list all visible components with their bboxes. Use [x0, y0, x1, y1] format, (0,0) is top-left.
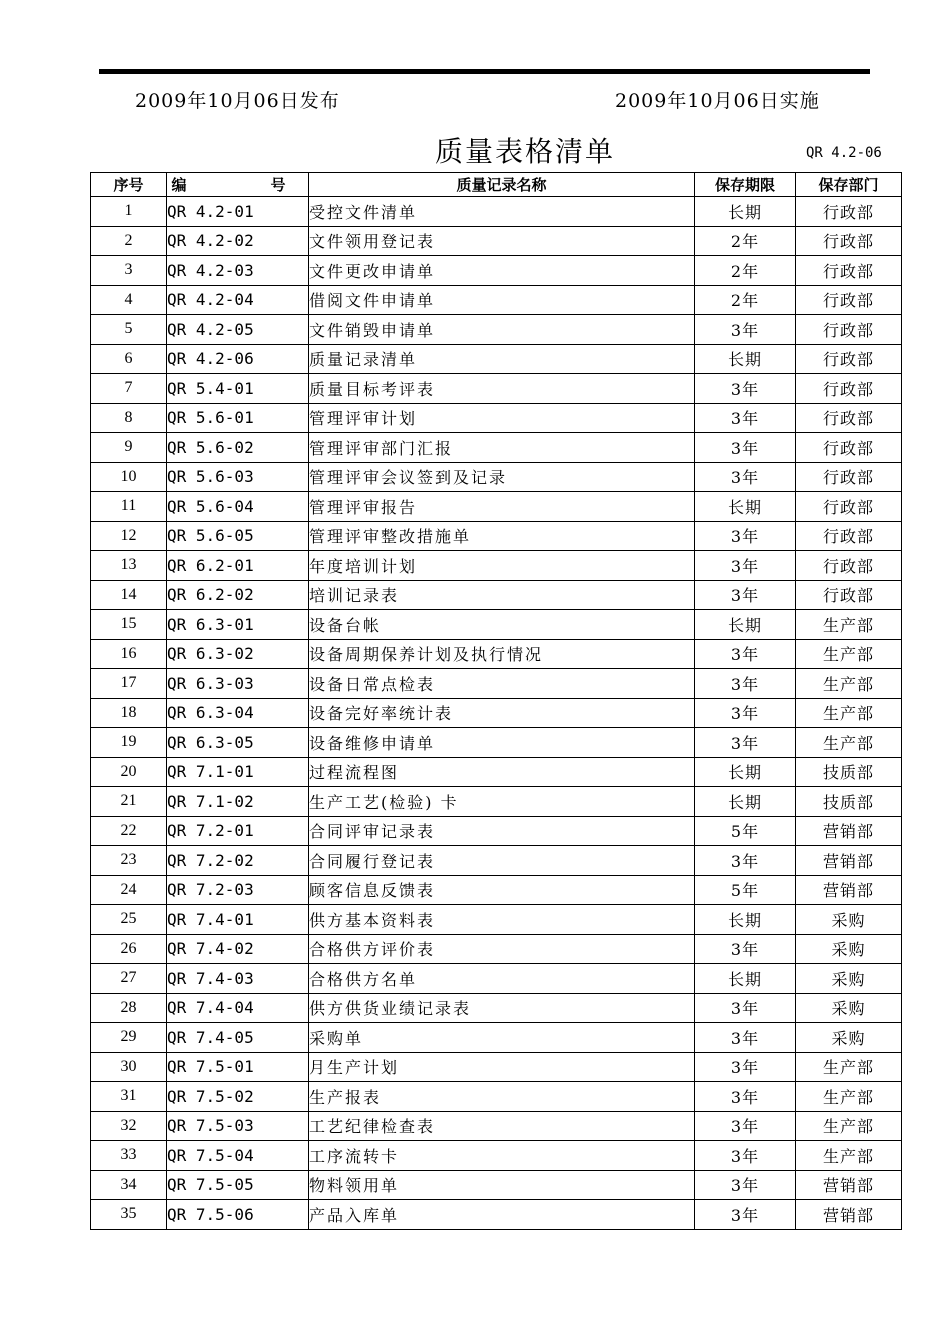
cell-retention-period: 3年 [695, 1141, 796, 1171]
cell-serial: 22 [91, 816, 167, 846]
cell-department: 采购 [796, 964, 902, 994]
release-date: 2009年10月06日发布 [135, 90, 340, 112]
cell-record-name: 合同评审记录表 [309, 816, 695, 846]
cell-code: QR 7.5-01 [167, 1052, 309, 1082]
cell-serial: 25 [91, 905, 167, 935]
table-row [91, 256, 902, 286]
cell-serial: 27 [91, 964, 167, 994]
cell-record-name: 管理评审计划 [309, 403, 695, 433]
cell-record-name: 设备日常点检表 [309, 669, 695, 699]
table-row [91, 315, 902, 345]
cell-retention-period: 长期 [695, 905, 796, 935]
cell-retention-period: 3年 [695, 580, 796, 610]
cell-retention-period: 3年 [695, 639, 796, 669]
cell-code: QR 7.5-02 [167, 1082, 309, 1112]
cell-serial: 18 [91, 698, 167, 728]
cell-code: QR 6.3-03 [167, 669, 309, 699]
cell-serial: 33 [91, 1141, 167, 1171]
cell-code: QR 7.2-03 [167, 875, 309, 905]
cell-serial: 12 [91, 521, 167, 551]
cell-serial: 13 [91, 551, 167, 581]
table-row [91, 993, 902, 1023]
table-body [91, 197, 902, 1230]
cell-department: 采购 [796, 993, 902, 1023]
cell-retention-period: 3年 [695, 403, 796, 433]
cell-retention-period: 3年 [695, 669, 796, 699]
cell-code: QR 4.2-01 [167, 197, 309, 227]
cell-code: QR 7.5-03 [167, 1111, 309, 1141]
cell-record-name: 管理评审部门汇报 [309, 433, 695, 463]
cell-serial: 2 [91, 226, 167, 256]
table-row [91, 669, 902, 699]
cell-serial: 29 [91, 1023, 167, 1053]
column-header-record-name: 质量记录名称 [309, 173, 695, 197]
cell-code: QR 7.4-01 [167, 905, 309, 935]
cell-serial: 24 [91, 875, 167, 905]
table-row [91, 787, 902, 817]
cell-code: QR 7.5-06 [167, 1200, 309, 1230]
table-row [91, 492, 902, 522]
cell-department: 行政部 [796, 256, 902, 286]
cell-code: QR 6.2-01 [167, 551, 309, 581]
cell-serial: 5 [91, 315, 167, 345]
cell-record-name: 合格供方名单 [309, 964, 695, 994]
cell-code: QR 5.6-05 [167, 521, 309, 551]
cell-record-name: 合格供方评价表 [309, 934, 695, 964]
table-row [91, 1111, 902, 1141]
cell-retention-period: 3年 [695, 374, 796, 404]
cell-department: 营销部 [796, 875, 902, 905]
cell-code: QR 5.4-01 [167, 374, 309, 404]
table-header-row [91, 173, 902, 197]
cell-retention-period: 长期 [695, 757, 796, 787]
cell-record-name: 采购单 [309, 1023, 695, 1053]
table-row [91, 934, 902, 964]
cell-record-name: 培训记录表 [309, 580, 695, 610]
cell-serial: 34 [91, 1170, 167, 1200]
cell-code: QR 7.1-01 [167, 757, 309, 787]
cell-department: 营销部 [796, 1200, 902, 1230]
cell-record-name: 过程流程图 [309, 757, 695, 787]
cell-department: 营销部 [796, 846, 902, 876]
cell-department: 生产部 [796, 728, 902, 758]
cell-serial: 21 [91, 787, 167, 817]
column-header-code: 编 号 [167, 173, 309, 197]
cell-record-name: 合同履行登记表 [309, 846, 695, 876]
cell-department: 行政部 [796, 433, 902, 463]
cell-serial: 10 [91, 462, 167, 492]
cell-record-name: 文件更改申请单 [309, 256, 695, 286]
cell-retention-period: 2年 [695, 226, 796, 256]
cell-department: 营销部 [796, 816, 902, 846]
effective-date: 2009年10月06日实施 [615, 90, 820, 112]
header-rule [99, 69, 870, 74]
cell-serial: 3 [91, 256, 167, 286]
cell-department: 生产部 [796, 698, 902, 728]
cell-code: QR 4.2-03 [167, 256, 309, 286]
cell-record-name: 管理评审会议签到及记录 [309, 462, 695, 492]
table-row [91, 757, 902, 787]
table-row [91, 1170, 902, 1200]
cell-code: QR 7.5-05 [167, 1170, 309, 1200]
cell-department: 行政部 [796, 197, 902, 227]
cell-code: QR 6.3-02 [167, 639, 309, 669]
cell-code: QR 7.1-02 [167, 787, 309, 817]
cell-retention-period: 3年 [695, 993, 796, 1023]
cell-department: 行政部 [796, 374, 902, 404]
cell-code: QR 6.3-04 [167, 698, 309, 728]
cell-code: QR 4.2-02 [167, 226, 309, 256]
cell-code: QR 7.4-03 [167, 964, 309, 994]
cell-serial: 20 [91, 757, 167, 787]
cell-retention-period: 长期 [695, 610, 796, 640]
cell-serial: 4 [91, 285, 167, 315]
cell-record-name: 借阅文件申请单 [309, 285, 695, 315]
table-row [91, 433, 902, 463]
cell-code: QR 6.2-02 [167, 580, 309, 610]
table-row [91, 374, 902, 404]
cell-retention-period: 3年 [695, 521, 796, 551]
cell-record-name: 管理评审整改措施单 [309, 521, 695, 551]
cell-retention-period: 3年 [695, 1052, 796, 1082]
table-row [91, 1023, 902, 1053]
cell-retention-period: 3年 [695, 846, 796, 876]
cell-retention-period: 3年 [695, 1111, 796, 1141]
table-row [91, 403, 902, 433]
cell-department: 生产部 [796, 669, 902, 699]
cell-code: QR 7.4-04 [167, 993, 309, 1023]
cell-serial: 28 [91, 993, 167, 1023]
table-row [91, 344, 902, 374]
cell-retention-period: 3年 [695, 698, 796, 728]
cell-record-name: 工序流转卡 [309, 1141, 695, 1171]
cell-record-name: 供方供货业绩记录表 [309, 993, 695, 1023]
cell-retention-period: 3年 [695, 315, 796, 345]
cell-department: 行政部 [796, 492, 902, 522]
cell-record-name: 供方基本资料表 [309, 905, 695, 935]
table-row [91, 1141, 902, 1171]
table-row [91, 551, 902, 581]
cell-serial: 11 [91, 492, 167, 522]
table-row [91, 521, 902, 551]
cell-record-name: 设备台帐 [309, 610, 695, 640]
cell-record-name: 设备完好率统计表 [309, 698, 695, 728]
cell-department: 行政部 [796, 285, 902, 315]
table-row [91, 462, 902, 492]
cell-department: 行政部 [796, 226, 902, 256]
cell-department: 行政部 [796, 462, 902, 492]
cell-code: QR 7.4-02 [167, 934, 309, 964]
cell-department: 行政部 [796, 315, 902, 345]
cell-department: 采购 [796, 905, 902, 935]
cell-department: 生产部 [796, 1141, 902, 1171]
cell-record-name: 月生产计划 [309, 1052, 695, 1082]
cell-retention-period: 长期 [695, 964, 796, 994]
cell-retention-period: 3年 [695, 1023, 796, 1053]
table-row [91, 285, 902, 315]
cell-department: 行政部 [796, 551, 902, 581]
quality-records-table [90, 172, 902, 1230]
cell-department: 生产部 [796, 610, 902, 640]
cell-serial: 31 [91, 1082, 167, 1112]
cell-department: 技质部 [796, 757, 902, 787]
document-title: 质量表格清单 [434, 135, 615, 168]
cell-department: 行政部 [796, 521, 902, 551]
cell-code: QR 5.6-03 [167, 462, 309, 492]
table-row [91, 905, 902, 935]
cell-serial: 9 [91, 433, 167, 463]
cell-serial: 35 [91, 1200, 167, 1230]
cell-retention-period: 3年 [695, 1082, 796, 1112]
cell-code: QR 7.2-02 [167, 846, 309, 876]
cell-department: 行政部 [796, 580, 902, 610]
cell-retention-period: 3年 [695, 1200, 796, 1230]
cell-retention-period: 3年 [695, 728, 796, 758]
cell-record-name: 生产报表 [309, 1082, 695, 1112]
cell-record-name: 设备周期保养计划及执行情况 [309, 639, 695, 669]
cell-serial: 17 [91, 669, 167, 699]
table-row [91, 846, 902, 876]
table-row [91, 816, 902, 846]
table-row [91, 610, 902, 640]
cell-record-name: 管理评审报告 [309, 492, 695, 522]
cell-serial: 19 [91, 728, 167, 758]
table-row [91, 639, 902, 669]
cell-record-name: 文件领用登记表 [309, 226, 695, 256]
cell-department: 生产部 [796, 1111, 902, 1141]
cell-department: 生产部 [796, 1052, 902, 1082]
table-row [91, 226, 902, 256]
cell-record-name: 生产工艺(检验) 卡 [309, 787, 695, 817]
cell-code: QR 5.6-02 [167, 433, 309, 463]
cell-record-name: 产品入库单 [309, 1200, 695, 1230]
cell-record-name: 质量记录清单 [309, 344, 695, 374]
cell-record-name: 物料领用单 [309, 1170, 695, 1200]
cell-code: QR 6.3-01 [167, 610, 309, 640]
cell-department: 技质部 [796, 787, 902, 817]
cell-retention-period: 3年 [695, 433, 796, 463]
cell-department: 营销部 [796, 1170, 902, 1200]
cell-serial: 6 [91, 344, 167, 374]
table-row [91, 728, 902, 758]
cell-retention-period: 3年 [695, 462, 796, 492]
cell-retention-period: 2年 [695, 256, 796, 286]
cell-code: QR 7.4-05 [167, 1023, 309, 1053]
cell-record-name: 质量目标考评表 [309, 374, 695, 404]
table-row [91, 1082, 902, 1112]
cell-retention-period: 3年 [695, 934, 796, 964]
cell-record-name: 文件销毁申请单 [309, 315, 695, 345]
cell-department: 生产部 [796, 639, 902, 669]
form-code: QR 4.2-06 [806, 145, 882, 161]
table-row [91, 698, 902, 728]
cell-serial: 7 [91, 374, 167, 404]
cell-retention-period: 2年 [695, 285, 796, 315]
cell-department: 行政部 [796, 403, 902, 433]
cell-retention-period: 3年 [695, 1170, 796, 1200]
cell-code: QR 4.2-04 [167, 285, 309, 315]
cell-retention-period: 3年 [695, 551, 796, 581]
cell-code: QR 5.6-04 [167, 492, 309, 522]
cell-record-name: 工艺纪律检查表 [309, 1111, 695, 1141]
cell-code: QR 7.2-01 [167, 816, 309, 846]
cell-serial: 23 [91, 846, 167, 876]
cell-retention-period: 长期 [695, 492, 796, 522]
table-row [91, 1200, 902, 1230]
cell-record-name: 受控文件清单 [309, 197, 695, 227]
column-header-retention-period: 保存期限 [695, 173, 796, 197]
table-row [91, 875, 902, 905]
cell-serial: 30 [91, 1052, 167, 1082]
table-row [91, 580, 902, 610]
table-row [91, 1052, 902, 1082]
cell-code: QR 4.2-06 [167, 344, 309, 374]
cell-retention-period: 长期 [695, 787, 796, 817]
table-row [91, 197, 902, 227]
column-header-department: 保存部门 [796, 173, 902, 197]
cell-serial: 8 [91, 403, 167, 433]
cell-retention-period: 5年 [695, 875, 796, 905]
cell-record-name: 顾客信息反馈表 [309, 875, 695, 905]
cell-department: 采购 [796, 934, 902, 964]
cell-code: QR 4.2-05 [167, 315, 309, 345]
cell-serial: 32 [91, 1111, 167, 1141]
cell-code: QR 6.3-05 [167, 728, 309, 758]
cell-retention-period: 长期 [695, 197, 796, 227]
cell-department: 生产部 [796, 1082, 902, 1112]
cell-retention-period: 长期 [695, 344, 796, 374]
cell-serial: 14 [91, 580, 167, 610]
cell-department: 采购 [796, 1023, 902, 1053]
cell-code: QR 5.6-01 [167, 403, 309, 433]
cell-retention-period: 5年 [695, 816, 796, 846]
cell-serial: 1 [91, 197, 167, 227]
table-row [91, 964, 902, 994]
column-header-serial: 序号 [91, 173, 167, 197]
cell-department: 行政部 [796, 344, 902, 374]
cell-code: QR 7.5-04 [167, 1141, 309, 1171]
cell-serial: 16 [91, 639, 167, 669]
cell-record-name: 设备维修申请单 [309, 728, 695, 758]
cell-serial: 26 [91, 934, 167, 964]
cell-record-name: 年度培训计划 [309, 551, 695, 581]
cell-serial: 15 [91, 610, 167, 640]
